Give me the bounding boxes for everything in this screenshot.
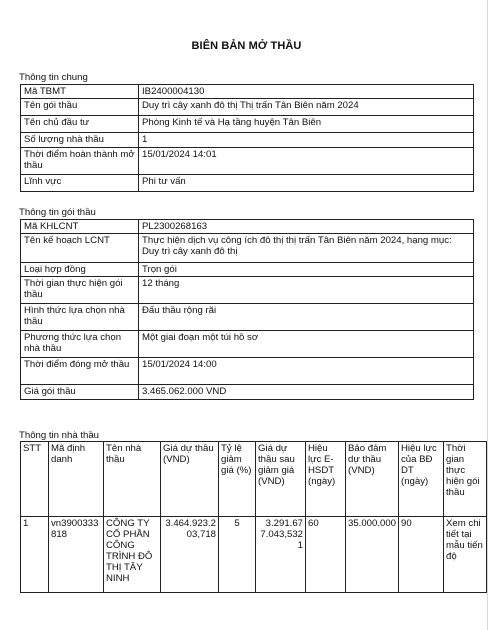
row-value: Phi tư vấn: [139, 175, 474, 192]
header-cell: Tỷ lệ giảm giá (%): [219, 442, 256, 517]
header-cell: Thời gian thực hiện gói thầu: [444, 442, 487, 517]
row-value: Một giai đoạn một túi hồ sơ: [139, 331, 474, 358]
table-row: [21, 234, 474, 263]
cell-validity: 60: [306, 517, 346, 593]
cell-bid-price: 3.464.923.203,718: [161, 517, 219, 593]
row-value: Đấu thầu rộng rãi: [139, 304, 474, 331]
row-label: Thời gian thực hiện gói thầu: [21, 277, 139, 304]
header-cell: Giá dự thầu sau giảm giá (VND): [256, 442, 306, 517]
cell-discounted-price: 3.291.677.043,5321: [256, 517, 306, 593]
table-row: [21, 277, 474, 304]
general-info-table: [20, 84, 474, 192]
header-cell: Hiệu lực của BĐ DT (ngày): [399, 442, 444, 517]
header-cell: Bảo đảm dự thầu (VND): [346, 442, 399, 517]
row-value: IB2400004130: [139, 85, 474, 99]
cell-execution-time: Xem chi tiết tại mẫu tiến độ: [444, 517, 487, 593]
row-label: Tên chủ đầu tư: [21, 116, 139, 133]
row-value: Phòng Kinh tế và Hạ tầng huyện Tân Biên: [139, 116, 474, 133]
cell-identifier: vn3900333818: [49, 517, 104, 593]
package-info-heading: Thông tin gói thầu: [19, 207, 96, 218]
header-cell: STT: [21, 442, 49, 517]
table-row: [21, 304, 474, 331]
cell-bid-security: 35.000.000: [346, 517, 399, 593]
row-value: Trọn gói: [139, 263, 474, 277]
table-row: [21, 263, 474, 277]
row-value: 15/01/2024 14:01: [139, 148, 474, 175]
table-row: [21, 133, 474, 148]
cell-stt: 1: [21, 517, 49, 593]
row-label: Số lượng nhà thầu: [21, 133, 139, 148]
table-row: [21, 85, 474, 99]
table-row: [21, 116, 474, 133]
table-row: [21, 148, 474, 175]
row-value: 12 tháng: [139, 277, 474, 304]
header-cell: Hiệu lực E-HSDT (ngày): [306, 442, 346, 517]
row-label: Thời điểm hoàn thành mở thầu: [21, 148, 139, 175]
row-label: Loại hợp đồng: [21, 263, 139, 277]
cell-contractor-name: CÔNG TY CỔ PHẦN CÔNG TRÌNH ĐÔ THỊ TÂY NINH: [104, 517, 161, 593]
contractor-info-table: [20, 441, 487, 593]
table-row: [21, 517, 487, 593]
table-header-row: [21, 442, 487, 517]
row-label: Thời điểm đóng mở thầu: [21, 358, 139, 385]
row-value: 15/01/2024 14:00: [139, 358, 474, 385]
row-value: 1: [139, 133, 474, 148]
header-cell: Giá dự thầu (VND): [161, 442, 219, 517]
row-value: PL2300268163: [139, 220, 474, 234]
cell-discount-rate: 5: [219, 517, 256, 593]
table-row: [21, 331, 474, 358]
row-label: Phương thức lựa chọn nhà thầu: [21, 331, 139, 358]
row-label: Hình thức lựa chọn nhà thầu: [21, 304, 139, 331]
header-cell: Tên nhà thầu: [104, 442, 161, 517]
package-info-table: [20, 219, 474, 400]
header-cell: Mã định danh: [49, 442, 104, 517]
row-label: Tên kế hoạch LCNT: [21, 234, 139, 263]
table-row: [21, 220, 474, 234]
contractor-info-heading: Thông tin nhà thầu: [19, 430, 100, 441]
row-label: Giá gói thầu: [21, 385, 139, 400]
row-value: Duy trì cây xanh đô thị Thị trấn Tân Biên năm 2024: [139, 99, 474, 116]
cell-security-validity: 90: [399, 517, 444, 593]
table-row: [21, 99, 474, 116]
table-row: [21, 175, 474, 192]
table-row: [21, 358, 474, 385]
table-row: [21, 385, 474, 400]
document-title: BIÊN BẢN MỞ THẦU: [191, 40, 302, 52]
row-label: Tên gói thầu: [21, 99, 139, 116]
row-label: Lĩnh vực: [21, 175, 139, 192]
row-value: 3.465.062.000 VND: [139, 385, 474, 400]
row-label: Mã TBMT: [21, 85, 139, 99]
row-value: Thực hiện dịch vụ công ích đô thị thị trấn Tân Biên năm 2024, hạng mục: Duy trì cây xanh đô thị: [139, 234, 474, 263]
general-info-heading: Thông tin chung: [19, 72, 88, 83]
page-edge-line: [487, 0, 488, 630]
row-label: Mã KHLCNT: [21, 220, 139, 234]
